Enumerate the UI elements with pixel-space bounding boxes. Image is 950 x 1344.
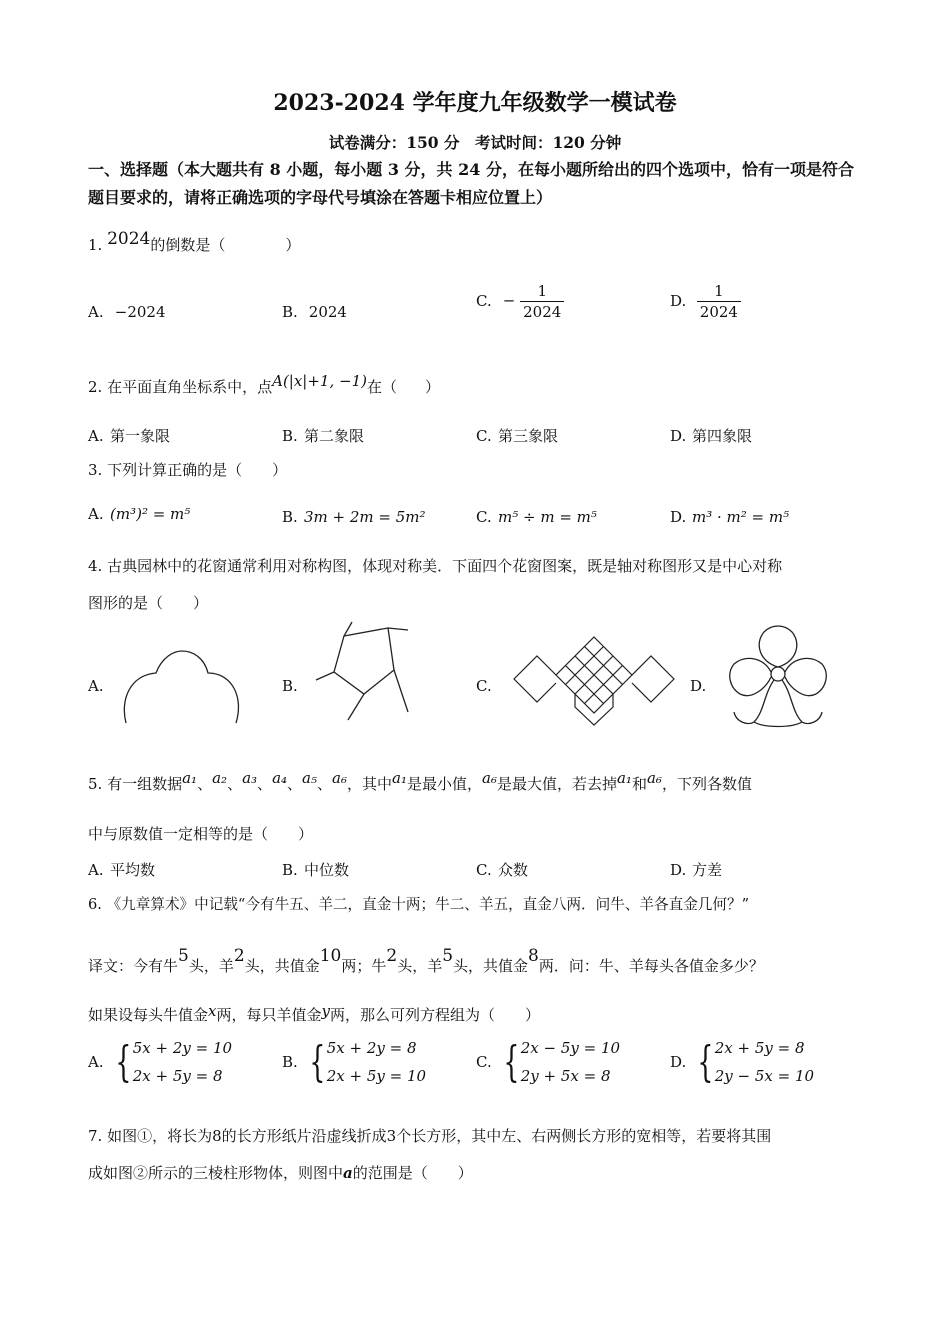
- q3-option-b[interactable]: B. 3m + 2m = 5m²: [282, 508, 426, 526]
- question-7: 7. 如图①，将长为8的长方形纸片沿虚线折成3个长方形，其中左、右两侧长方形的宽相等，若要将其围: [88, 1127, 772, 1145]
- question-7-line2: 成如图②所示的三棱柱形物体，则图中a的范围是（ ）: [88, 1164, 473, 1182]
- question-4-line2: 图形的是（ ）: [88, 594, 209, 612]
- question-6: 6. 《九章算术》中记载“今有牛五、羊二，直金十两；牛二、羊五，直金八两．问牛、羊各直金几何？”: [88, 896, 750, 913]
- q5-option-d[interactable]: D. 方差: [670, 861, 723, 879]
- q6-option-d[interactable]: D. {2x + 5y = 8 2y − 5x = 10: [670, 1037, 815, 1086]
- question-6-line2: 译文：今有牛5头，羊2头，共值金10两；牛2头，羊5头，共值金8两．问：牛、羊每头各值金多少？: [88, 946, 764, 975]
- q2-option-b[interactable]: B. 第二象限: [282, 427, 365, 445]
- q3-option-d[interactable]: D. m³ · m² = m⁵: [670, 508, 790, 526]
- window-pattern-b: [312, 618, 412, 722]
- q4-option-b[interactable]: B.: [282, 677, 298, 695]
- q6-option-a[interactable]: A. {5x + 2y = 10 2x + 5y = 8: [88, 1037, 233, 1086]
- window-pattern-c: [510, 635, 678, 727]
- question-4: 4. 古典园林中的花窗通常利用对称构图，体现对称美．下面四个花窗图案，既是轴对称图形又是中心对称: [88, 557, 783, 575]
- q4-option-c[interactable]: C.: [476, 677, 492, 695]
- question-1: 1. 2024的倒数是（ ）: [88, 229, 301, 254]
- q2-option-d[interactable]: D. 第四象限: [670, 427, 753, 445]
- q1-value: 2024: [107, 229, 151, 249]
- q1-option-d[interactable]: D. $\frac{1}{2024}$: [670, 281, 741, 322]
- q3-option-a[interactable]: A. (m³)² = m⁵: [88, 505, 191, 523]
- section-heading: 一、选择题（本大题共有 8 小题，每小题 3 分，共 24 分，在每小题所给出的四个选项中，恰有一项是符合题目要求的，请将正确选项的字母代号填涂在答题卡相应位置上）: [88, 160, 854, 207]
- question-number: 1.: [88, 236, 103, 254]
- q1-option-a[interactable]: A. −2024: [88, 303, 166, 321]
- q4-option-a[interactable]: A.: [88, 677, 104, 695]
- window-pattern-a: [118, 645, 248, 727]
- q6-option-b[interactable]: B. {5x + 2y = 8 2x + 5y = 10: [282, 1037, 427, 1086]
- q5-option-a[interactable]: A. 平均数: [88, 861, 156, 879]
- q6-option-c[interactable]: C. {2x − 5y = 10 2y + 5x = 8: [476, 1037, 621, 1086]
- q2-option-c[interactable]: C. 第三象限: [476, 427, 559, 445]
- q4-option-d[interactable]: D.: [690, 677, 707, 695]
- q3-option-c[interactable]: C. m⁵ ÷ m = m⁵: [476, 508, 597, 526]
- question-5: 5. 有一组数据a₁、a₂、a₃、a₄、a₅、a₆，其中a₁是最小值，a₆是最大值，若去掉a₁和a₆，下列各数值: [88, 769, 752, 793]
- q2-option-a[interactable]: A. 第一象限: [88, 427, 171, 445]
- exam-info: 试卷满分：150 分 考试时间：120 分钟: [328, 133, 622, 152]
- window-pattern-d: [724, 622, 832, 728]
- page-title: 2023-2024 学年度九年级数学一模试卷: [273, 90, 677, 116]
- point-a: A(|x|+1, −1): [272, 372, 367, 390]
- q5-option-c[interactable]: C. 众数: [476, 861, 529, 879]
- q1-option-b[interactable]: B. 2024: [282, 303, 347, 321]
- q5-option-b[interactable]: B. 中位数: [282, 861, 350, 879]
- question-3: 3. 下列计算正确的是（ ）: [88, 461, 288, 479]
- question-5-line2: 中与原数值一定相等的是（ ）: [88, 825, 314, 843]
- question-2: 2. 在平面直角坐标系中，点A(|x|+1, −1)在（ ）: [88, 372, 441, 396]
- q1-option-c[interactable]: C. − $\frac{1}{2024}$: [476, 281, 564, 322]
- question-6-line3: 如果设每头牛值金x两，每只羊值金y两，那么可列方程组为（ ）: [88, 1002, 540, 1024]
